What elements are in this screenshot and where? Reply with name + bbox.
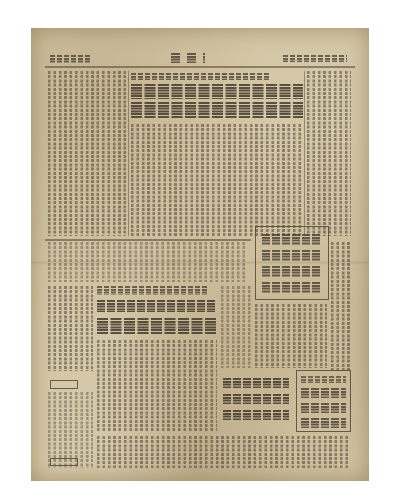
page-number-label (50, 55, 90, 63)
feature-left-text-columns (48, 286, 93, 371)
boxed-headline-row (262, 266, 322, 277)
masthead-title (171, 53, 205, 63)
boxed-headline-row (301, 418, 346, 428)
boxed-headline-row (262, 234, 322, 245)
feature-headline (97, 318, 217, 334)
feature-body-text-columns (97, 340, 217, 432)
issue-date-line (283, 55, 347, 62)
lead-kicker-line (131, 73, 271, 80)
boxed-headline-row (301, 403, 346, 413)
feature-kicker-line (97, 286, 207, 295)
column-divider (128, 71, 129, 236)
feature-subheadline (97, 300, 215, 312)
lead-headline-row-1 (131, 84, 303, 99)
feature-side-text-columns (221, 286, 251, 368)
boxed-headline-row (262, 250, 322, 261)
boxed-headline (255, 226, 329, 300)
boxed-kicker-row (301, 376, 346, 383)
left-margin-label (50, 458, 78, 466)
bottom-headline-row (223, 378, 289, 388)
column-divider (304, 71, 305, 236)
boxed-headline-row (262, 282, 322, 293)
newspaper-page (31, 28, 369, 481)
boxed-headline-row (301, 388, 346, 398)
section-rule (45, 239, 251, 241)
bottom-headline-row (223, 410, 289, 420)
middle-text-columns (48, 242, 248, 282)
box-under-text-columns (255, 304, 327, 368)
bottom-text-columns (97, 436, 351, 468)
lead-left-text-columns (48, 71, 126, 236)
lead-right-text-columns (307, 71, 351, 236)
bottom-headline-row (223, 394, 289, 404)
lead-body-text-columns (131, 124, 301, 236)
bottom-left-text-columns (48, 392, 93, 468)
bottom-right-boxed-headline (296, 370, 351, 432)
bottom-center-headline (223, 374, 291, 430)
left-margin-label (50, 380, 78, 389)
lead-headline-row-2 (131, 102, 303, 118)
middle-right-text-columns (331, 242, 351, 372)
masthead-rule (45, 66, 355, 68)
